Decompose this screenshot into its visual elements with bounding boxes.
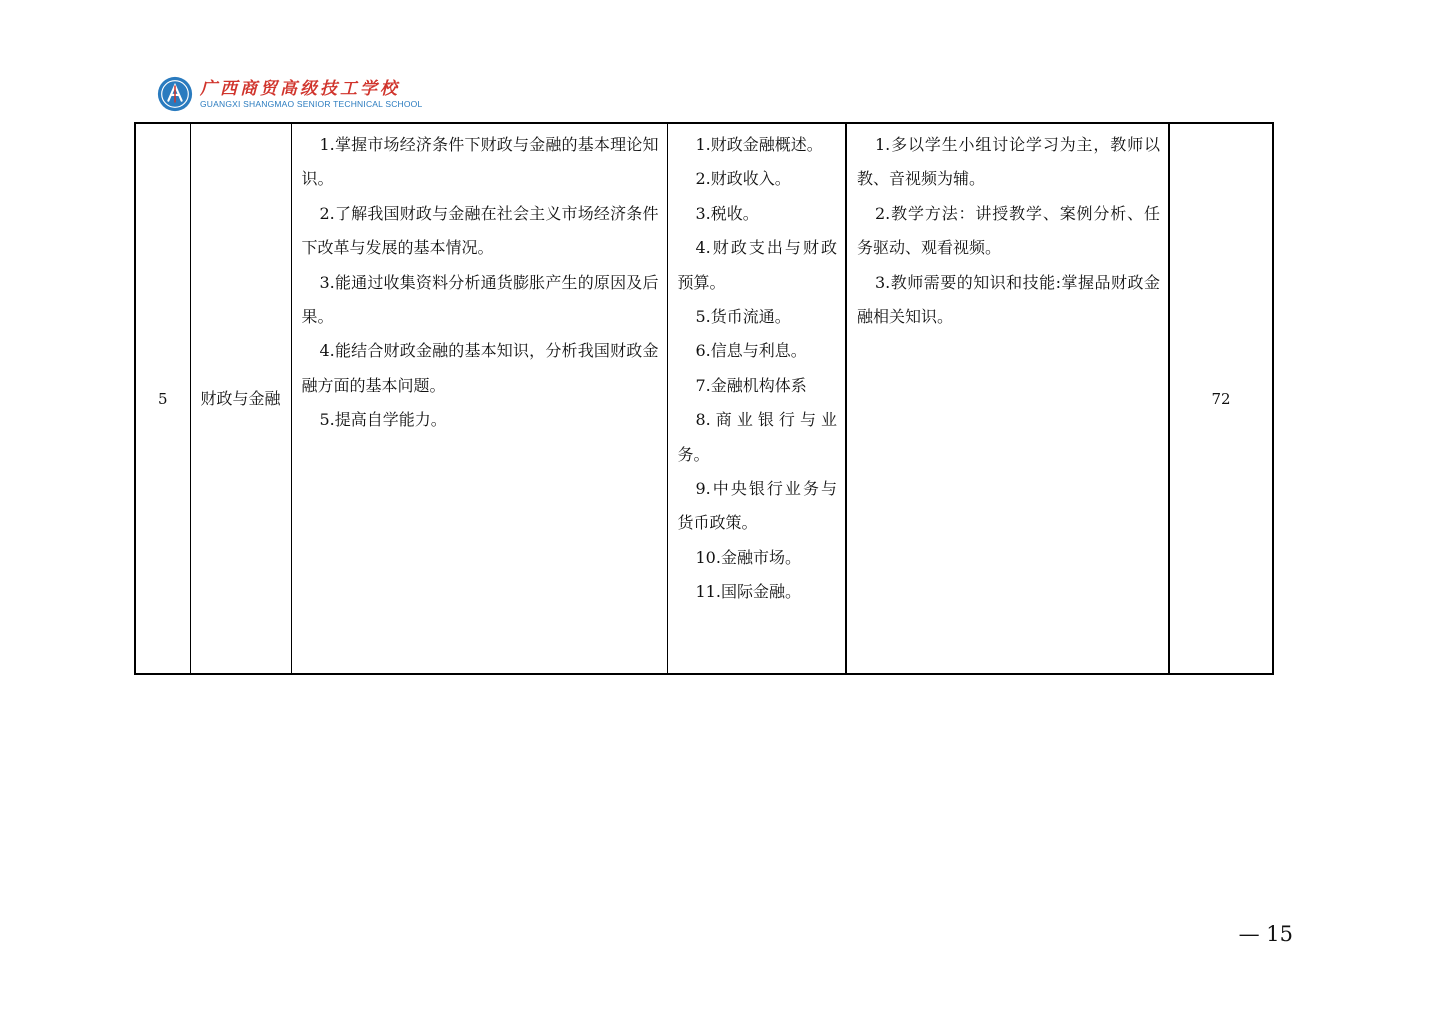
- row-number: 5: [135, 123, 190, 674]
- content-item: 4.财政支出与财政预算。: [677, 238, 837, 292]
- content-item: 2.财政收入。: [695, 169, 791, 189]
- content-item: 9.中央银行业务与货币政策。: [677, 479, 837, 533]
- page-number: — 15: [1238, 922, 1293, 946]
- requirement-item: 3.教师需要的知识和技能:掌握品财政金融相关知识。: [857, 272, 1160, 327]
- school-name-cn: 广西商贸高级技工学校: [200, 78, 400, 99]
- course-table: [134, 122, 1274, 675]
- course-name: 财政与金融: [190, 123, 291, 674]
- table-row: [135, 123, 1273, 674]
- objectives-cell: [291, 123, 667, 674]
- requirement-item: 1.多以学生小组讨论学习为主，教师以教、音视频为辅。: [857, 135, 1160, 189]
- content-item: 1.财政金融概述。: [695, 135, 823, 154]
- objective-item: 4.能结合财政金融的基本知识，分析我国财政金融方面的基本问题。: [301, 341, 659, 395]
- content-item: 7.金融机构体系: [695, 375, 807, 395]
- requirements-cell: [846, 123, 1169, 674]
- hours-cell: 72: [1169, 123, 1273, 674]
- content-item: 8.商业银行与业务。: [677, 410, 837, 464]
- content-item: 10.金融市场。: [695, 547, 801, 567]
- content-item: 5.货币流通。: [695, 307, 791, 327]
- objective-item: 5.提高自学能力。: [319, 410, 447, 430]
- requirement-item: 2.教学方法：讲授教学、案例分析、任务驱动、观看视频。: [857, 203, 1160, 258]
- contents-cell: [667, 123, 846, 674]
- school-emblem-icon: [156, 75, 194, 113]
- content-item: 11.国际金融。: [695, 582, 801, 602]
- objective-item: 1.掌握市场经济条件下财政与金融的基本理论知识。: [301, 135, 659, 189]
- content-item: 6.信息与利息。: [695, 341, 807, 361]
- objective-item: 2.了解我国财政与金融在社会主义市场经济条件下改革与发展的基本情况。: [301, 203, 659, 258]
- objective-item: 3.能通过收集资料分析通货膨胀产生的原因及后果。: [301, 272, 659, 327]
- content-item: 3.税收。: [695, 203, 759, 223]
- school-logo: [156, 74, 422, 114]
- school-name-en: GUANGXI SHANGMAO SENIOR TECHNICAL SCHOOL: [200, 98, 423, 109]
